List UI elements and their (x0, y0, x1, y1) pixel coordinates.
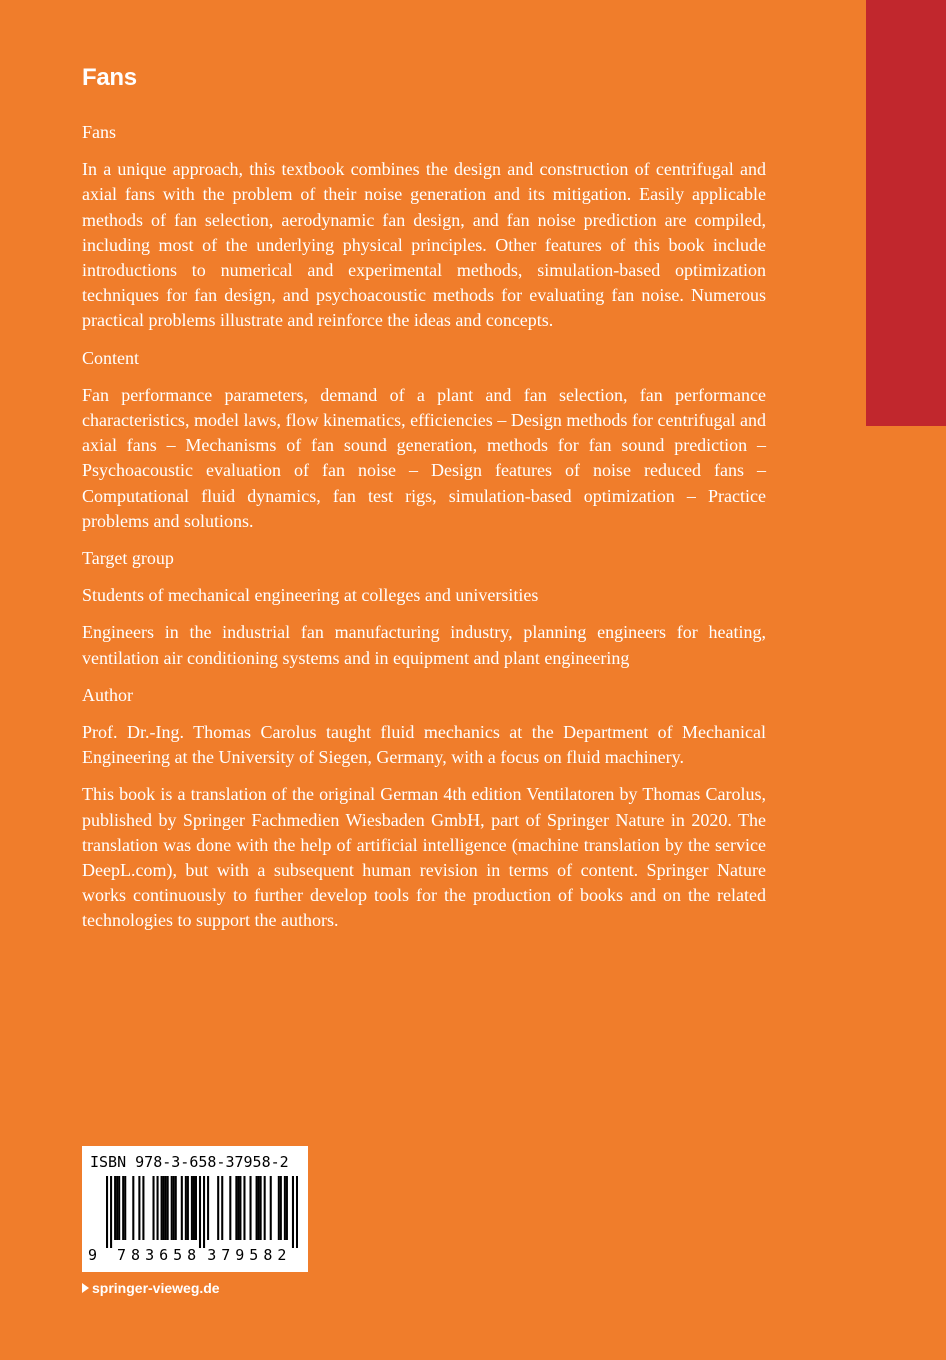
arrow-right-icon (82, 1283, 89, 1293)
barcode-bar (270, 1176, 272, 1240)
target-group-engineers: Engineers in the industrial fan manufacturing industry, planning engineers for heating, ventilation air conditioning systems and in equipment and plant engineering (82, 622, 766, 668)
barcode-bar (173, 1176, 175, 1240)
isbn-digits (88, 1246, 291, 1264)
isbn-label: ISBN 978-3-658-37958-2 (90, 1153, 289, 1171)
barcode-bar (260, 1176, 262, 1240)
barcode-bar (207, 1176, 209, 1240)
barcode-bar (278, 1176, 280, 1240)
barcode-bar (193, 1176, 195, 1240)
barcode-bar (239, 1176, 241, 1240)
barcode-bar (256, 1176, 258, 1240)
barcode-bar (221, 1176, 223, 1240)
barcode-bar (229, 1176, 231, 1240)
barcode-bar (142, 1176, 144, 1240)
barcode-bar (167, 1176, 169, 1240)
content-heading: Content (82, 347, 139, 368)
barcode-bar (152, 1176, 154, 1240)
barcode-bar (118, 1176, 120, 1240)
target-group-students: Students of mechanical engineering at colleges and universities (82, 585, 539, 606)
barcode-bar (106, 1176, 108, 1248)
barcode-bar (191, 1176, 193, 1240)
isbn-digits-left: 783658 (117, 1246, 202, 1264)
barcode-bar (138, 1176, 140, 1240)
barcode-bar (163, 1176, 165, 1240)
author-paragraph: Prof. Dr.-Ing. Thomas Carolus taught fluid mechanics at the Department of Mechanical Engineering at the University of Siegen, Germany, with a focus on fluid machinery. (82, 722, 766, 768)
barcode-bar (292, 1176, 294, 1248)
barcode-bar (199, 1176, 201, 1248)
barcode-bar (187, 1176, 189, 1240)
barcode-bar (264, 1176, 266, 1240)
barcode-bar (157, 1176, 159, 1240)
barcode-bar (235, 1176, 237, 1240)
barcode-bar (284, 1176, 286, 1240)
barcode-bar (280, 1176, 282, 1240)
barcode-bar (171, 1176, 173, 1240)
barcode-bar (132, 1176, 134, 1240)
isbn-barcode-box (82, 1146, 308, 1272)
barcode-bar (217, 1176, 219, 1240)
barcode-bar (175, 1176, 177, 1240)
barcode-bar (161, 1176, 163, 1240)
repeated-title: Fans (82, 122, 117, 142)
barcode-bar (114, 1176, 116, 1240)
barcode-bar (165, 1176, 167, 1240)
barcode (106, 1176, 298, 1248)
barcode-bar (195, 1176, 197, 1240)
barcode-bar (185, 1176, 187, 1240)
isbn-digits-right: 379582 (207, 1246, 292, 1264)
publisher-website[interactable] (82, 1278, 220, 1298)
barcode-bar (122, 1176, 124, 1240)
blurb-text (82, 120, 766, 946)
barcode-bar (237, 1176, 239, 1240)
translation-note: This book is a translation of the original German 4th edition Ventilatoren by Thomas Carolus, published by Springer Fachmedien Wiesbaden GmbH, part of Springer Nature in 2020. The translation was done with the help of artificial intelligence (machine translation by the service DeepL.com), but with a subsequent human revision in terms of content. Springer Nature works continuously to further develop tools for the production of books and on the related technologies to support the authors. (82, 784, 766, 931)
author-heading: Author (82, 684, 133, 705)
description-paragraph: In a unique approach, this textbook combines the design and construction of centrifugal and axial fans with the problem of their noise generation and its mitigation. Easily applicable methods of fan selection, aerodynamic fan design, and fan noise prediction are compiled, including most of the underlying physical principles. Other features of this book include introductions to numerical and experimental methods, simulation-based optimization techniques for fan design, and psychoacoustic methods for evaluating fan noise. Numerous practical problems illustrate and reinforce the ideas and concepts. (82, 159, 766, 331)
barcode-bar (286, 1176, 288, 1240)
barcode-bar (243, 1176, 245, 1240)
barcode-bar (258, 1176, 260, 1240)
barcode-bar (124, 1176, 126, 1240)
barcode-bar (203, 1176, 205, 1248)
isbn-digit-first: 9 (88, 1246, 98, 1264)
barcode-bar (116, 1176, 118, 1240)
target-group-heading: Target group (82, 548, 174, 569)
red-accent-band (866, 0, 946, 426)
barcode-bar (296, 1176, 298, 1248)
barcode-bar (110, 1176, 112, 1248)
book-title: Fans (82, 64, 137, 91)
barcode-bar (249, 1176, 251, 1240)
content-paragraph: Fan performance parameters, demand of a plant and fan selection, fan performance characteristics, model laws, flow kinematics, efficiencies – Design methods for centrifugal and axial fans – Mechanisms of fan sound generation, methods for fan sound prediction – Psychoacoustic evaluation of fan noise – Design features of noise reduced fans – Computational fluid dynamics, fan test rigs, simulation-based optimization – Practice problems and solutions. (82, 384, 766, 531)
barcode-bar (181, 1176, 183, 1240)
website-label: springer-vieweg.de (92, 1280, 220, 1296)
